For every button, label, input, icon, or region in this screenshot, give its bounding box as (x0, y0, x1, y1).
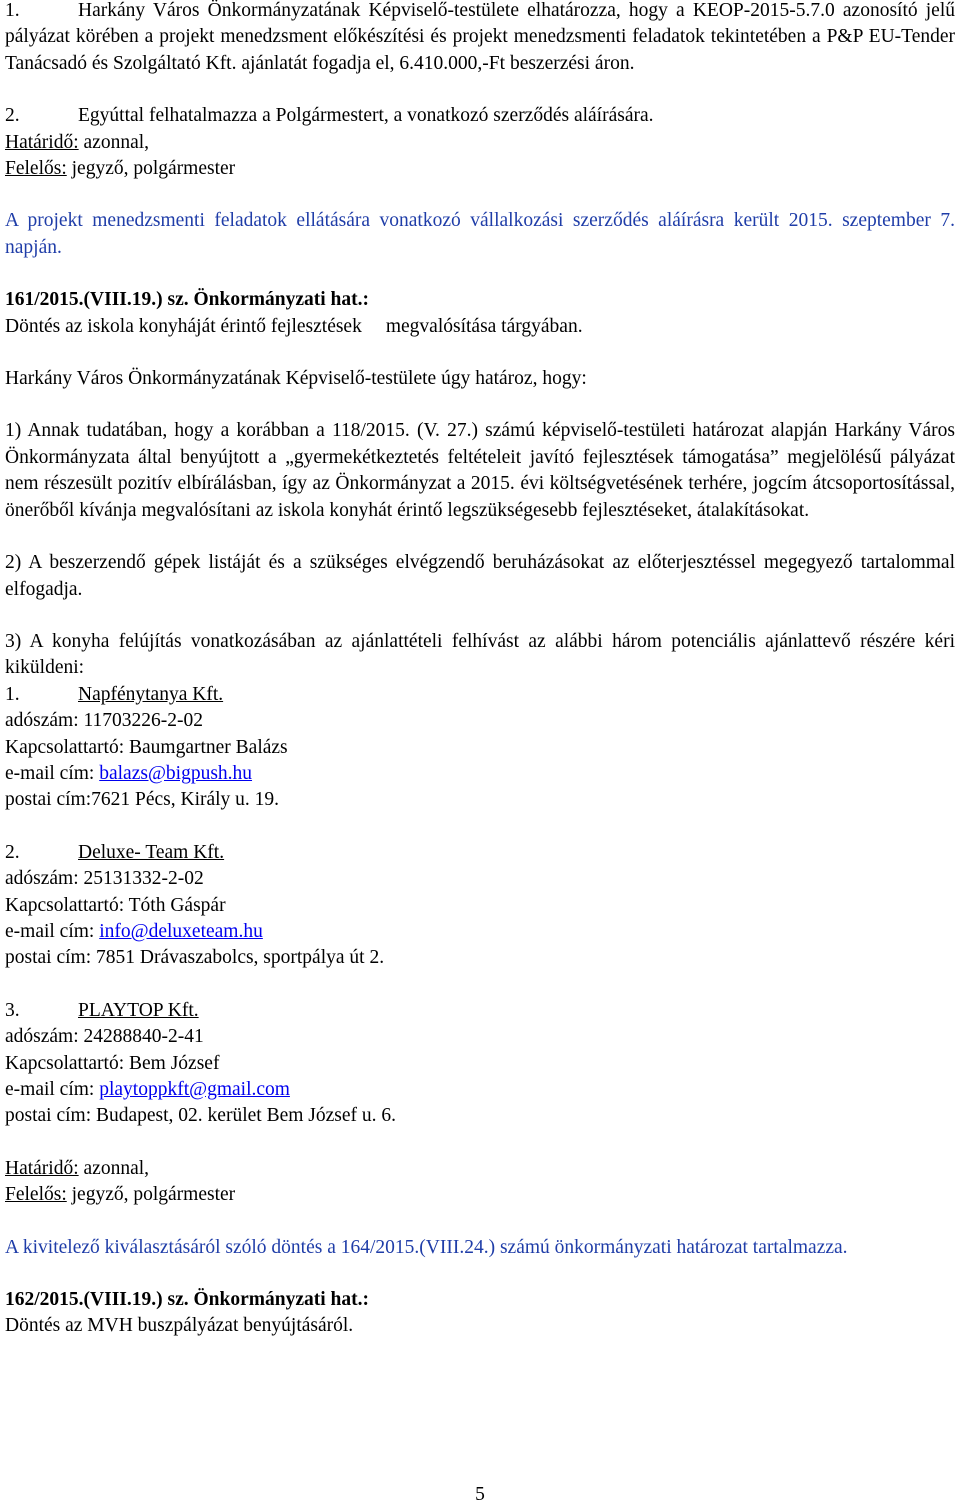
company-email-link[interactable]: playtoppkft@gmail.com (99, 1079, 290, 1100)
company-name-line (5, 840, 955, 866)
subject-part-a: Döntés az iskola konyháját érintő fejlesztések (5, 315, 362, 337)
resolution-intro: Harkány Város Önkormányzatának Képviselő-testülete úgy határoz, hogy: (5, 368, 587, 390)
deadline-label: Határidő: (5, 1157, 79, 1179)
company-name: Deluxe- Team Kft. (78, 841, 225, 863)
company-name: Napfénytanya Kft. (78, 683, 224, 705)
company-contact: Kapcsolattartó: Tóth Gáspár (5, 894, 226, 916)
company-tax-number: adószám: 11703226-2-02 (5, 710, 204, 732)
resolution-point-2: 2) A beszerzendő gépek listáját és a szükséges elvégzendő beruházásokat az előterjesztéssel megegyező tartalommal elfogadja. (5, 552, 955, 600)
company-email-line (5, 761, 955, 787)
company-address: postai cím: 7851 Drávaszabolcs, sportpálya út 2. (5, 947, 385, 969)
item-text: Harkány Város Önkormányzatának Képviselő-testülete elhatározza, hogy a KEOP-2015-5.7.0 azonosító jelű pályázat körében a projekt menedzsment előkészítési és projekt menedzsmenti feladatok tekintetében a P&P EU-Tender Tanácsadó és Szolgáltató Kft. ajánlatát fogadja el, 6.410.000,-Ft beszerzési áron. (5, 0, 955, 74)
company-number: 2. (5, 841, 20, 863)
company-block-2 (5, 840, 955, 972)
company-number: 1. (5, 683, 20, 705)
responsible-label: Felelős: (5, 158, 67, 180)
company-tax-number: adószám: 24288840-2-41 (5, 1026, 204, 1048)
company-email-link[interactable]: balazs@bigpush.hu (99, 762, 253, 784)
resolution-number: 161/2015.(VIII.19.) sz. Önkormányzati hat.: (5, 289, 369, 311)
resolution-item-1 (5, 0, 955, 77)
page-number: 5 (475, 1484, 485, 1505)
document-page (5, 0, 955, 1340)
responsible-value: jegyző, polgármester (66, 1184, 236, 1206)
deadline-line (5, 130, 955, 156)
company-name-line (5, 998, 955, 1024)
resolution-number: 162/2015.(VIII.19.) sz. Önkormányzati hat.: (5, 1289, 369, 1311)
subject-part-b: megvalósítása tárgyában. (385, 315, 583, 337)
resolution-point-3: 3) A konyha felújítás vonatkozásában az ajánlattételi felhívást az alábbi három potenciális ajánlattevő részére kéri kiküldeni: (5, 630, 955, 679)
responsible-value: jegyző, polgármester (66, 158, 236, 180)
implementation-note: A projekt menedzsmenti feladatok ellátására vonatkozó vállalkozási szerződés aláírásra került 2015. szeptember 7. napján. (5, 210, 955, 258)
responsible-label: Felelős: (5, 1184, 67, 1206)
email-label: e-mail cím: (5, 762, 100, 784)
company-number: 3. (5, 999, 20, 1021)
company-address: postai cím:7621 Pécs, Király u. 19. (5, 789, 280, 811)
responsible-line (5, 156, 955, 182)
company-name: PLAYTOP Kft. (78, 999, 199, 1021)
deadline-label: Határidő: (5, 131, 79, 153)
company-email-line (5, 1077, 955, 1103)
resolution-item-2 (5, 103, 955, 129)
company-name-line (5, 682, 955, 708)
company-email-line (5, 919, 955, 945)
email-label: e-mail cím: (5, 920, 100, 942)
company-block-3 (5, 998, 955, 1130)
item-text: Egyúttal felhatalmazza a Polgármestert, a vonatkozó szerződés aláírására. (78, 105, 654, 127)
company-contact: Kapcsolattartó: Bem József (5, 1052, 220, 1074)
resolution-subject (5, 314, 955, 340)
item-number: 1. (5, 0, 20, 21)
deadline-value: azonnal, (78, 131, 150, 153)
company-address: postai cím: Budapest, 02. kerület Bem József u. 6. (5, 1105, 397, 1127)
responsible-line (5, 1182, 955, 1208)
item-number: 2. (5, 105, 20, 127)
deadline-line (5, 1156, 955, 1182)
resolution-point-1: 1) Annak tudatában, hogy a korábban a 118/2015. (V. 27.) számú képviselő-testületi határozat alapján Harkány Város Önkormányzata által benyújtott a „gyermekétkeztetés feltételeit javító fejlesztések támogatása” megjelölésű pályázat nem részesült pozitív elbírálásban, így az Önkormányzat a 2015. évi költségvetésének terhére, jogcím átcsoportosítással, önerőből kívánja megvalósítani az iskola konyhát érintő legszükségesebb fejlesztéseket, átalakításokat. (5, 420, 955, 521)
company-tax-number: adószám: 25131332-2-02 (5, 868, 204, 890)
email-label: e-mail cím: (5, 1079, 100, 1100)
company-contact: Kapcsolattartó: Baumgartner Balázs (5, 736, 288, 758)
contractor-selection-note: A kivitelező kiválasztásáról szóló döntés a 164/2015.(VIII.24.) számú önkormányzati határozat tartalmazza. (5, 1236, 848, 1258)
deadline-value: azonnal, (78, 1157, 150, 1179)
resolution-subject: Döntés az MVH buszpályázat benyújtásáról. (5, 1315, 354, 1337)
company-block-1 (5, 682, 955, 814)
company-email-link[interactable]: info@deluxeteam.hu (99, 920, 263, 942)
